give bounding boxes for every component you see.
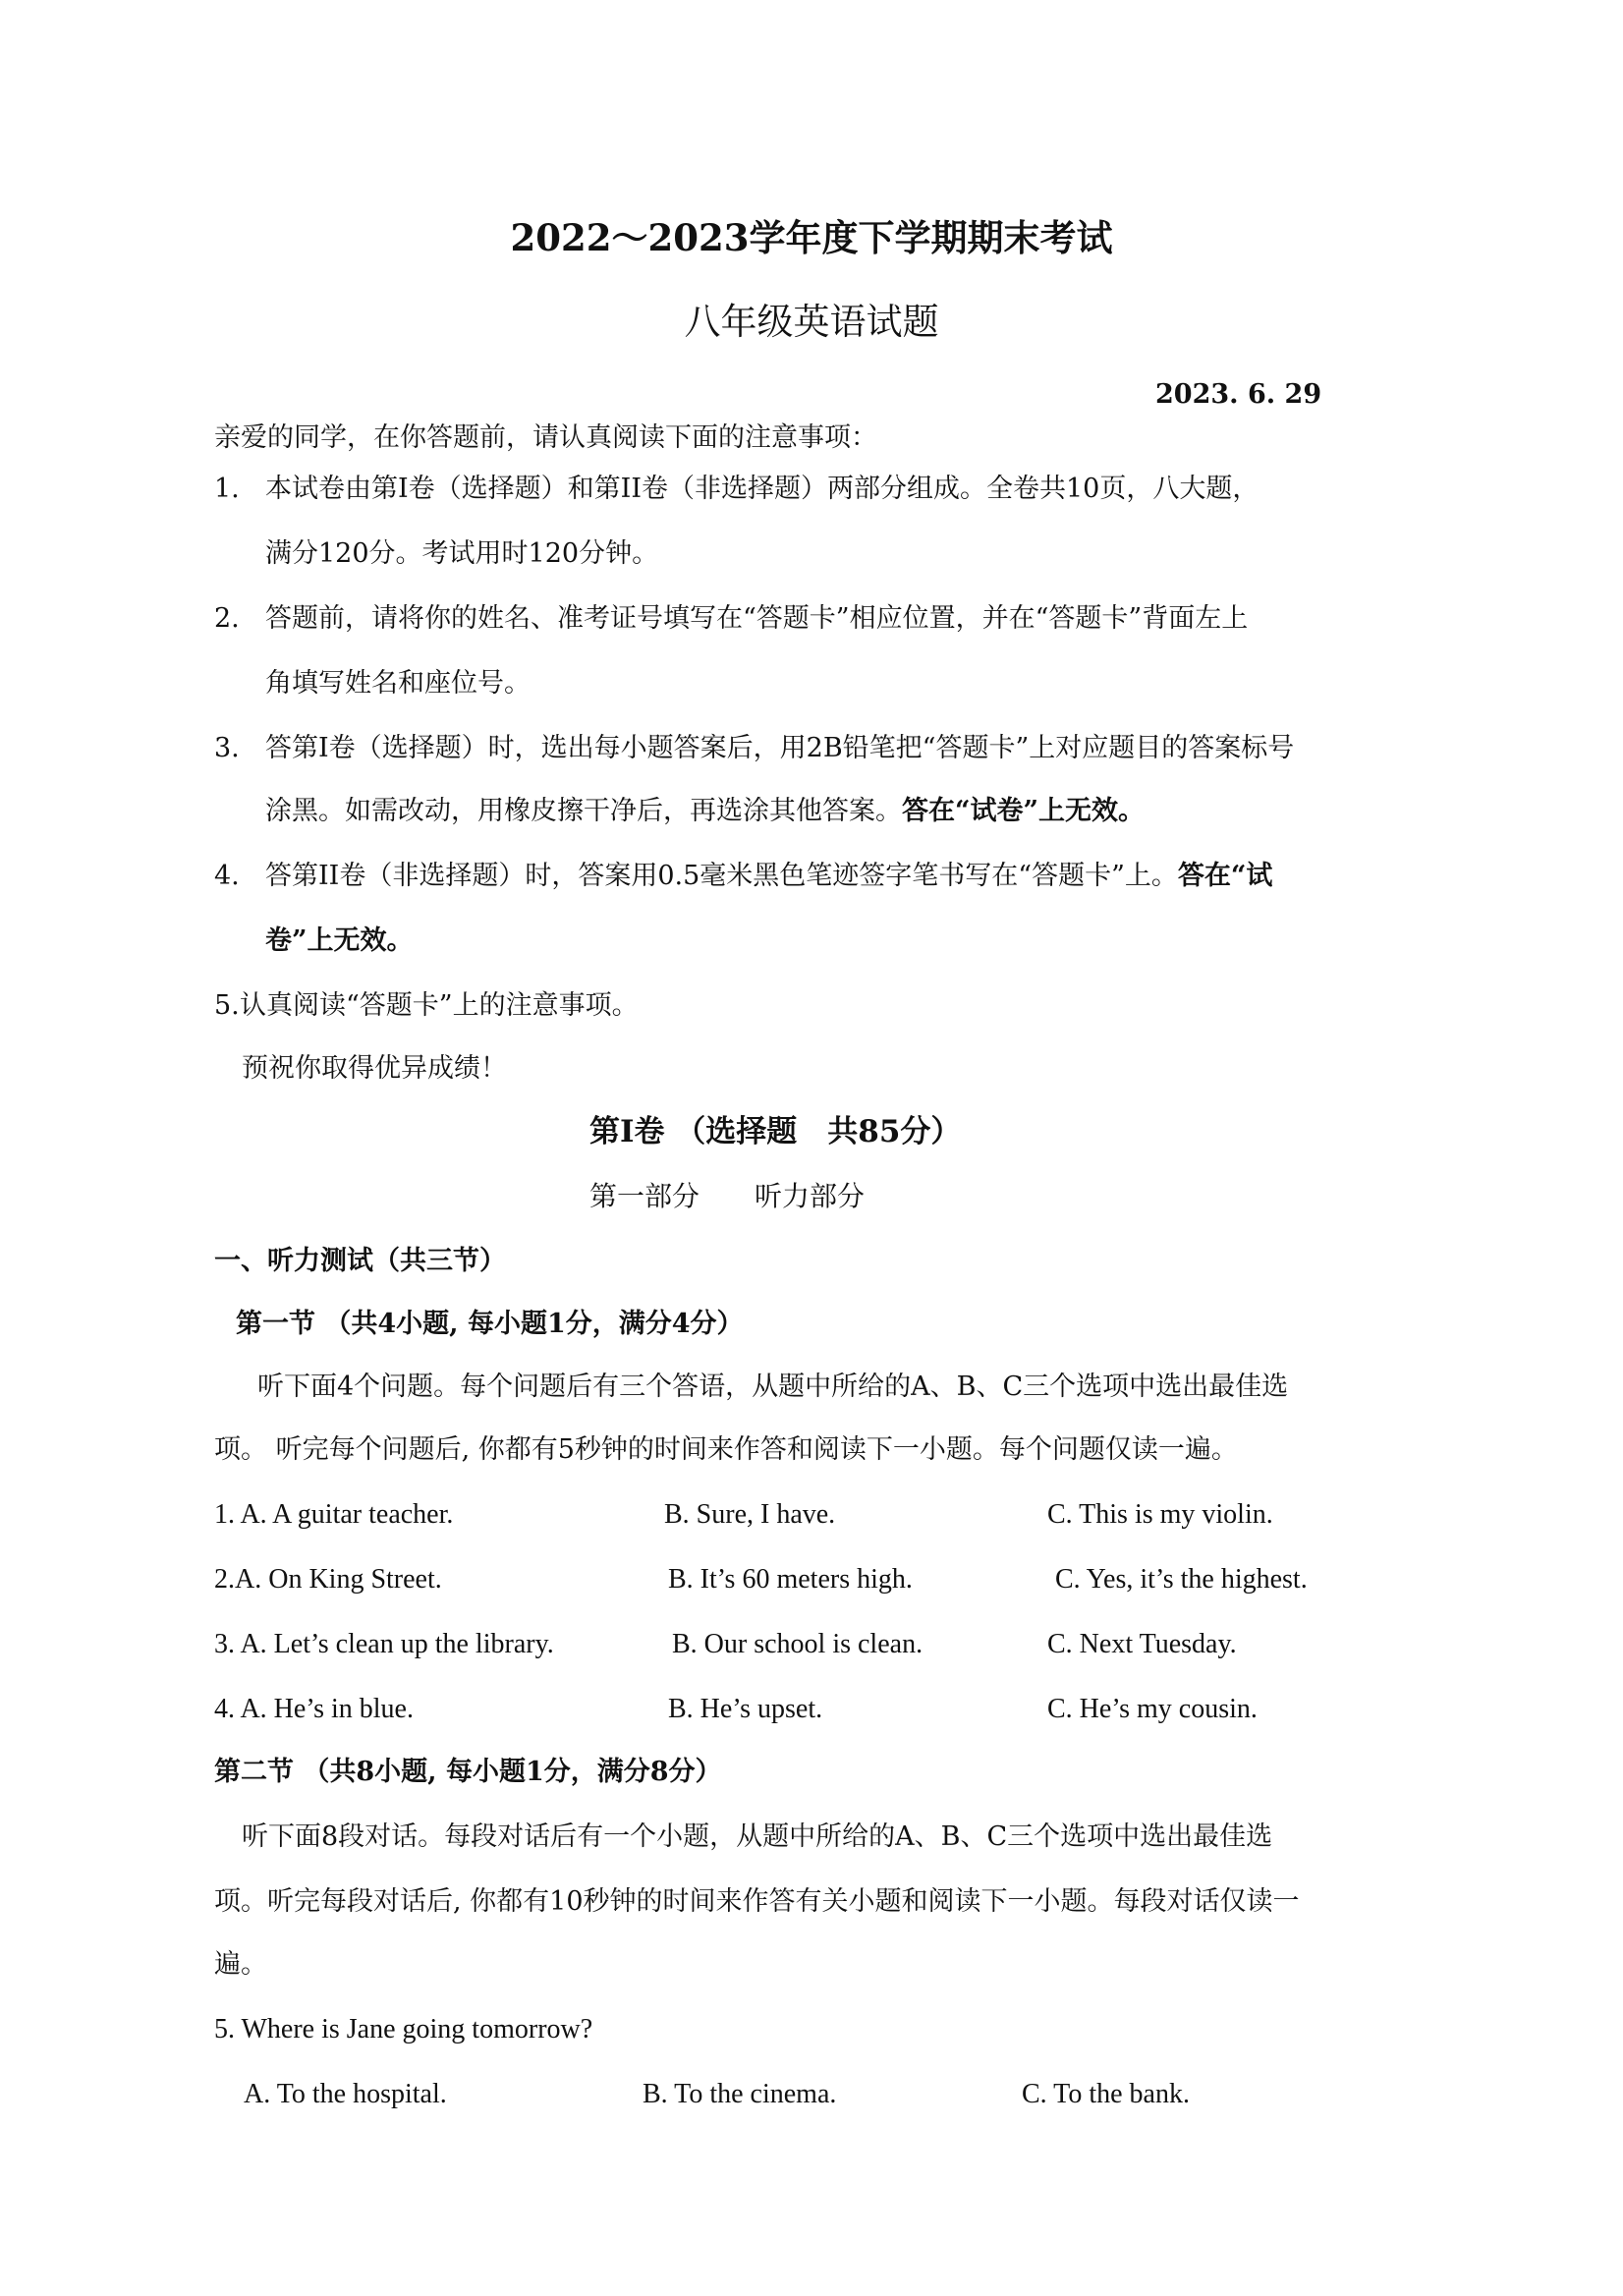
notice-item-4-warning-start: 答在“试 — [1177, 861, 1273, 891]
question-2-option-c: C. Yes, it’s the highest. — [1055, 1564, 1308, 1595]
part1-section-heading: 第一部分 听力部分 — [589, 1180, 866, 1212]
notice-item-4-number: 4. — [214, 861, 240, 891]
notice-item-5-line1: 认真阅读“答题卡”上的注意事项。 — [240, 990, 639, 1021]
notice-item-4-warning-end: 卷”上无效。 — [265, 925, 414, 956]
notice-item-3-line2 — [265, 792, 1145, 831]
notice-item-3-warning: 答在“试卷”上无效。 — [902, 796, 1146, 826]
notice-item-1-line1: 本试卷由第I卷（选择题）和第II卷（非选择题）两部分组成。全卷共10页，八大题， — [265, 474, 1259, 504]
notice-item-4-line1-text: 答第II卷（非选择题）时，答案用0.5毫米黑色笔迹签字笔书写在“答题卡”上。 — [265, 861, 1178, 891]
notice-intro: 亲爱的同学，在你答题前，请认真阅读下面的注意事项： — [214, 422, 877, 453]
section2-instructions-line1: 听下面8段对话。每段对话后有一个小题，从题中所给的A、B、C三个选项中选出最佳选 — [242, 1821, 1273, 1852]
section1-instructions-line1: 听下面4个问题。每个问题后有三个答语，从题中所给的A、B、C三个选项中选出最佳选 — [257, 1372, 1289, 1402]
question-2-option-a: 2.A. On King Street. — [214, 1564, 442, 1595]
question-2-option-b: B. It’s 60 meters high. — [668, 1564, 913, 1595]
exam-title: 2022～2023学年度下学期期末考试 — [510, 216, 1113, 259]
question-5-option-a: A. To the hospital. — [244, 2079, 447, 2109]
exam-date: 2023. 6. 29 — [1155, 379, 1322, 410]
exam-subtitle: 八年级英语试题 — [684, 301, 939, 343]
section2-instructions-line2: 项。听完每段对话后, 你都有10秒钟的时间来作答有关小题和阅读下一小题。每段对话仅读一 — [214, 1886, 1300, 1917]
notice-item-5-number: 5. — [214, 990, 240, 1021]
notice-item-3-line1: 答第I卷（选择题）时，选出每小题答案后，用2B铅笔把“答题卡”上对应题目的答案标号 — [265, 733, 1295, 763]
question-3-option-b: B. Our school is clean. — [672, 1629, 923, 1659]
notice-wish: 预祝你取得优异成绩！ — [242, 1053, 507, 1084]
question-4-option-a: 4. A. He’s in blue. — [214, 1694, 414, 1724]
notice-item-3-number: 3. — [214, 733, 240, 763]
notice-item-2-line2: 角填写姓名和座位号。 — [265, 668, 531, 699]
question-5-option-b: B. To the cinema. — [643, 2079, 837, 2109]
question-1-option-b: B. Sure, I have. — [664, 1499, 836, 1530]
notice-item-2-number: 2. — [214, 603, 240, 634]
question-5-option-c: C. To the bank. — [1022, 2079, 1190, 2109]
question-3-option-c: C. Next Tuesday. — [1047, 1629, 1237, 1659]
section1-heading: 第一节 （共4小题, 每小题1分，满分4分） — [236, 1309, 744, 1339]
section2-heading: 第二节 （共8小题, 每小题1分，满分8分） — [214, 1757, 722, 1787]
question-1-option-c: C. This is my violin. — [1047, 1499, 1273, 1530]
notice-item-2-line1: 答题前，请将你的姓名、准考证号填写在“答题卡”相应位置，并在“答题卡”背面左上 — [265, 603, 1249, 634]
question-4-option-c: C. He’s my cousin. — [1047, 1694, 1258, 1724]
listening-heading: 一、听力测试（共三节） — [214, 1246, 506, 1276]
notice-item-4-line1 — [265, 857, 1272, 896]
notice-item-3-line2-text: 涂黑。如需改动，用橡皮擦干净后，再选涂其他答案。 — [265, 796, 902, 826]
part1-heading: 第I卷 （选择题 共85分） — [589, 1114, 962, 1149]
question-5-text: 5. Where is Jane going tomorrow? — [214, 2014, 593, 2044]
question-4-option-b: B. He’s upset. — [668, 1694, 823, 1724]
notice-item-1-line2: 满分120分。考试用时120分钟。 — [265, 538, 659, 569]
question-3-option-a: 3. A. Let’s clean up the library. — [214, 1629, 554, 1659]
question-1-option-a: 1. A. A guitar teacher. — [214, 1499, 454, 1530]
section2-instructions-line3: 遍。 — [214, 1949, 267, 1980]
section1-instructions-line2: 项。 听完每个问题后, 你都有5秒钟的时间来作答和阅读下一小题。每个问题仅读一遍。 — [214, 1434, 1238, 1465]
notice-item-1-number: 1. — [214, 474, 240, 504]
